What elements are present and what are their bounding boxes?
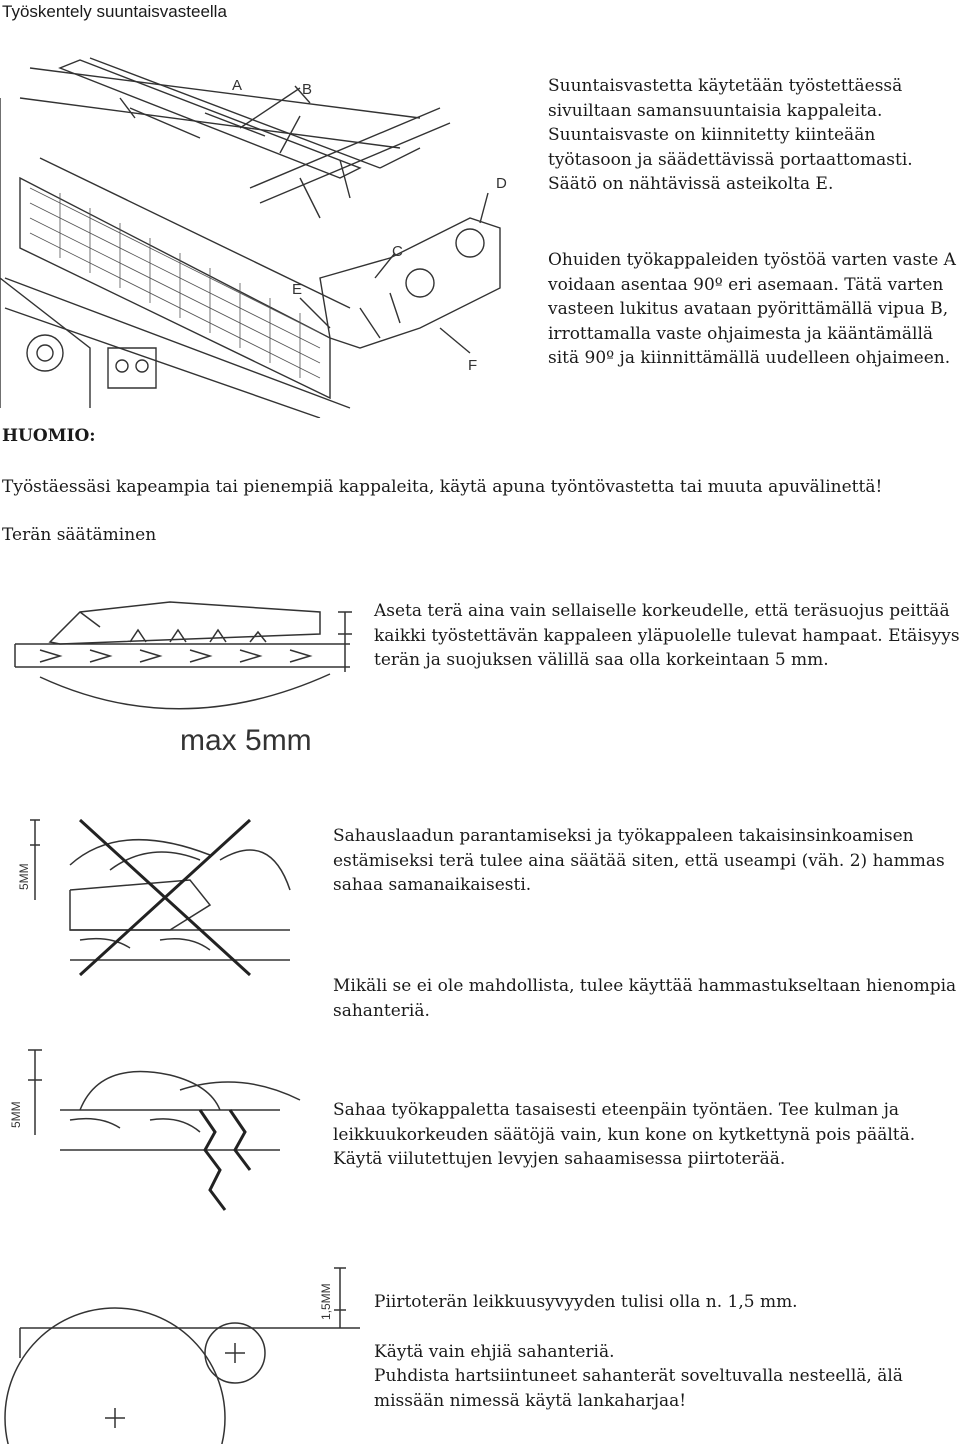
fig-label-b: B — [302, 81, 313, 98]
note-label: HUOMIO: — [2, 426, 96, 446]
guide-paragraph-1: Suuntaisvastetta käytetään työstettäessä sivuiltaan samansuuntaisia kappaleita. Suuntaisvaste on kiinnitetty kiinteään työtasoon ja säädettävissä portaattomasti. Säätö on nähtävissä asteikolta E. — [548, 76, 913, 194]
blade-paragraph-6: Käytä vain ehjiä sahanteriä. — [374, 1342, 615, 1362]
max-5mm-label: max 5mm — [180, 724, 312, 757]
guide-paragraph-2: Ohuiden työkappaleiden työstöä varten vaste A voidaan asentaa 90º eri asemaan. Tätä varten vasteen lukitus avataan pyörittämällä vipua B, irrottamalla vaste ohjaimesta ja kääntämällä sitä 90º ja kiinnittämällä uudelleen ohjaimeen. — [548, 250, 956, 368]
wrong-height-5mm-label: 5MM — [17, 863, 31, 890]
blade-paragraph-4: Sahaa työkappaletta tasaisesti eteenpäin työntäen. Tee kulman ja leikkuukorkeuden säätöjä vain, kun kone on kytkettynä pois päältä. Käytä viilutettujen levyjen sahaamisessa piirtoterää. — [333, 1100, 916, 1169]
blade-paragraph-5: Piirtoterän leikkuusyvyyden tulisi olla n. 1,5 mm. — [374, 1292, 798, 1312]
blade-guard-figure — [0, 572, 368, 770]
scoring-blade-figure — [0, 1248, 370, 1444]
correct-height-5mm-label: 5MM — [9, 1101, 23, 1128]
blade-paragraph-3: Mikäli se ei ole mahdollista, tulee käyttää hammastukseltaan hienompia sahanteriä. — [333, 976, 957, 1021]
blade-paragraph-2: Sahauslaadun parantamiseksi ja työkappaleen takaisinsinkoamisen estämiseksi terä tulee aina säätää siten, että useampi (väh. 2) hammas sahaa samanaikaisesti. — [333, 826, 945, 895]
scoring-1-5mm-label: 1,5MM — [319, 1283, 333, 1320]
fig-label-f: F — [468, 357, 478, 374]
correct-height-figure — [0, 1040, 330, 1240]
rip-fence-figure — [0, 28, 540, 418]
blade-paragraph-7: Puhdista hartsiintuneet sahanterät soveltuvalla nesteellä, älä missään nimessä käytä lankaharjaa! — [374, 1366, 903, 1411]
blade-paragraph-1: Aseta terä aina vain sellaiselle korkeudelle, että teräsuojus peittää kaikki työstettävän kappaleen yläpuolelle tulevat hampaat. Etäisyys terän ja suojuksen välillä saa olla korkeintaan 5 mm. — [374, 601, 960, 670]
wrong-height-figure — [10, 800, 330, 980]
section-heading-guide: Työskentely suuntaisvasteella — [2, 2, 227, 21]
fig-label-c: C — [392, 243, 403, 260]
section-heading-blade: Terän säätäminen — [2, 525, 157, 545]
fig-label-a: A — [232, 77, 243, 94]
fig-label-d: D — [496, 175, 507, 192]
fig-label-e: E — [292, 281, 303, 298]
note-text: Työstäessäsi kapeampia tai pienempiä kappaleita, käytä apuna työntövastetta tai muuta apuvälinettä! — [2, 477, 883, 497]
